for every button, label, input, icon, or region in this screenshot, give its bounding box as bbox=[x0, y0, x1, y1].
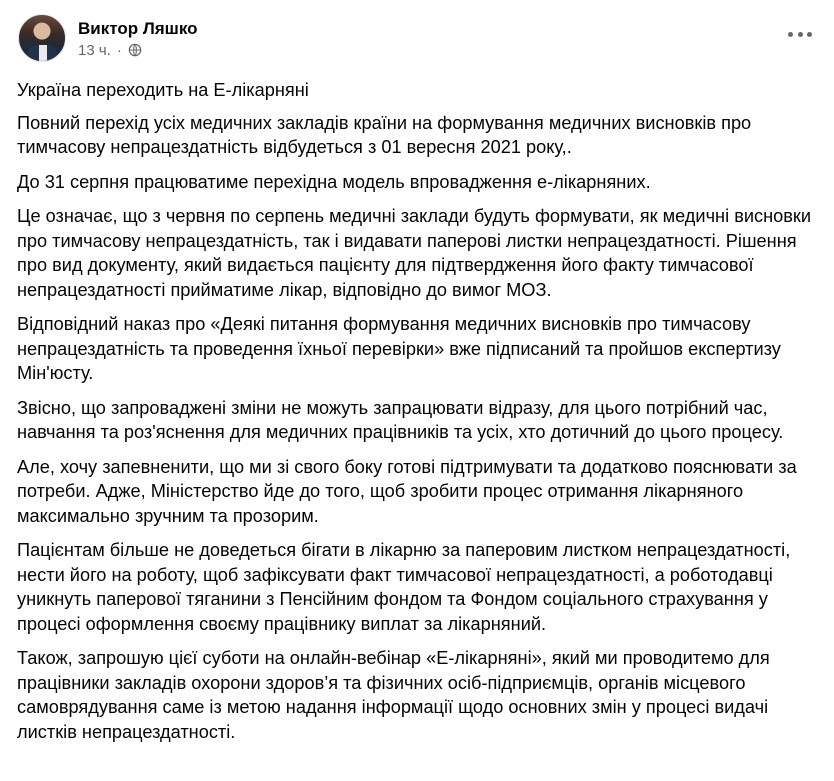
post-paragraph: Відповідний наказ про «Деякі питання формування медичних висновків про тимчасову непрацездатність та проведення їхньої перевірки» вже підписаний та пройшов експертизу Мін'юсту. bbox=[17, 314, 781, 383]
post-paragraph: Україна переходить на Е-лікарняні bbox=[17, 80, 309, 100]
post-timestamp[interactable]: 13 ч. bbox=[78, 41, 111, 59]
post-subline bbox=[78, 42, 198, 59]
post-paragraph: Але, хочу запевненити, що ми зі свого боку готові підтримувати та додатково пояснювати за потреби. Адже, Міністерство йде до того, щоб зробити процес отримання лікарняного максимально зручним та прозорим. bbox=[17, 456, 797, 526]
post-meta bbox=[78, 18, 198, 59]
more-dot bbox=[798, 32, 803, 37]
post-paragraph: Повний перехід усіх медичних закладів країни на формування медичних висновків про тимчасову непрацездатність відбудеться з 01 вересня 2021 року,. bbox=[17, 112, 752, 157]
post-paragraph: Це означає, що з червня по серпень медичні заклади будуть формувати, як медичні висновки про тимчасову непрацездатність, так і видавати паперові листки непрацездатності. Рішення про вид документу, який видається пацієнту для підтвердження його факту тимчасової непрацездатності прийматиме лікар, відповідно до вимог МОЗ. bbox=[17, 206, 812, 300]
more-dot bbox=[807, 32, 812, 37]
post-paragraph: До 31 серпня працюватиме перехідна модель впровадження е-лікарняних. bbox=[17, 171, 651, 192]
post-paragraph: Також, запрошую цієї суботи на онлайн-вебінар «Е-лікарняні», який ми проводитемо для працівники закладів охорони здоров’я та фізичних осіб-підприємців, органів місцевого самоврядування саме із метою надання інформації щодо основних змін у процесі видачі листків непрацездатності. bbox=[17, 648, 770, 742]
post-header bbox=[18, 14, 198, 62]
globe-icon[interactable] bbox=[128, 43, 142, 57]
post-paragraph: Звісно, що запроваджені зміни не можуть запрацювати відразу, для цього потрібний час, навчання та роз'яснення для медичних працівників та усіх, хто дотичний до цього процесу. bbox=[17, 397, 784, 442]
more-dot bbox=[788, 32, 793, 37]
post-body bbox=[17, 78, 825, 754]
avatar-shirt bbox=[39, 45, 47, 61]
more-options-icon[interactable] bbox=[788, 28, 812, 40]
post-paragraph: Пацієнтам більше не доведеться бігати в лікарню за паперовим листком непрацездатності, нести його на роботу, щоб зафіксувати факт тимчасової непрацездатності, а роботодавці уникнуть паперової тяганини з Пенсійним фондом та Фондом соціального страхування у процесі оформлення своєму працівнику виплат за лікарняний. bbox=[17, 540, 791, 634]
author-avatar[interactable] bbox=[18, 14, 66, 62]
author-name[interactable]: Виктор Ляшко bbox=[78, 18, 198, 38]
separator-dot: · bbox=[116, 41, 122, 59]
